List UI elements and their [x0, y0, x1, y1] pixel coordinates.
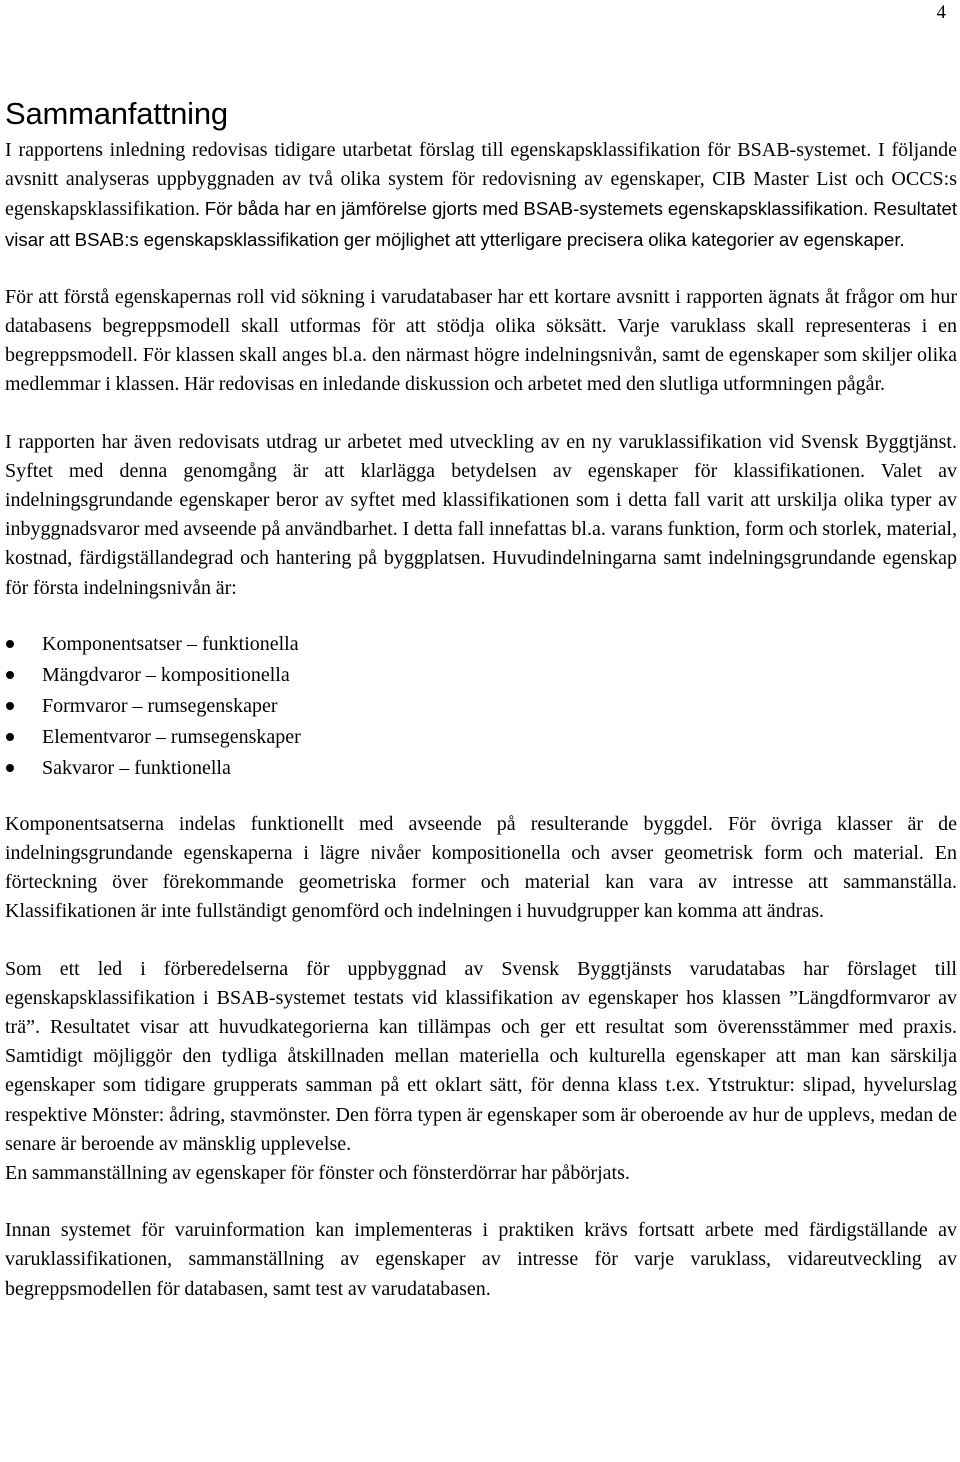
intro-serif-text: I rapportens inledning redovisas tidigare utarbetat förslag till egenskapsklassifikation för BSAB-systemet. I följande avsnitt analyseras uppbyggnaden av två olika system för redovisning av egenskaper, CIB Master List och OCCS:s egenskapsklassifikation. — [5, 139, 957, 221]
section-heading: Sammanfattning — [5, 96, 228, 131]
paragraph-search-model: För att förstå egenskapernas roll vid sökning i varudatabaser har ett kortare avsnitt i rapporten ägnats åt frågor om hur databasens begreppsmodell skall utformas för att stödja olika söksätt. Varje varuklass skall representeras i en begreppsmodell. För klassen skall anges bl.a. den närmast högre indelningsnivån, samt de egenskaper som skiljer olika medlemmar i klassen. Här redovisas en inledande diskussion och arbetet med den slutliga utformningen pågår. — [5, 285, 957, 396]
bullet-icon — [6, 640, 14, 648]
bullet-icon — [6, 702, 14, 710]
list-item — [5, 753, 957, 784]
list-item — [5, 691, 957, 722]
paragraph-conclusion: Innan systemet för varuinformation kan implementeras i praktiken krävs fortsatt arbete med färdigställande av varuklassifikationen, sammanställning av egenskaper av intresse för varje varuklass, vidareutveckling av begreppsmodellen för databasen, samt test av varudatabasen. — [5, 1219, 957, 1300]
main-divisions-list — [5, 629, 957, 784]
list-item-text: Komponentsatser – funktionella — [42, 632, 299, 655]
intro-paragraph — [5, 136, 957, 255]
bullet-icon — [6, 733, 14, 741]
list-item — [5, 629, 957, 660]
paragraph-windows: En sammanställning av egenskaper för fönster och fönsterdörrar har påbörjats. — [5, 1162, 630, 1185]
list-item-text: Sakvaror – funktionella — [42, 756, 231, 779]
bullet-icon — [6, 671, 14, 679]
list-item-text: Mängdvaror – kompositionella — [42, 663, 290, 686]
paragraph-classification: I rapporten har även redovisats utdrag ur arbetet med utveckling av en ny varuklassifikation vid Svensk Byggtjänst. Syftet med denna genomgång är att klarlägga betydelsen av egenskaper för klassifikationen. Valet av indelningsgrundande egenskaper beror av syftet med klassifikationen som i detta fall varit att urskilja olika typer av inbyggnadsvaror med avseende på användbarhet. I detta fall innefattas bl.a. varans funktion, form och storlek, material, kostnad, färdigställandegrad och hantering på byggplatsen. Huvudindelningarna samt indelningsgrundande egenskap för första indelningsnivån är: — [5, 430, 957, 599]
paragraph-component-sets: Komponentsatserna indelas funktionellt med avseende på resulterande byggdel. För övriga klasser är de indelningsgrundande egenskaperna i lägre nivåer kompositionella och avser geometrisk form och material. En förteckning över förekommande geometriska former och material kan vara av intresse att sammanställa. Klassifikationen är inte fullständigt genomförd och indelningen i huvudgrupper kan komma att ändras. — [5, 812, 957, 923]
list-item-text: Formvaror – rumsegenskaper — [42, 694, 278, 717]
list-item — [5, 722, 957, 753]
bullet-icon — [6, 764, 14, 772]
list-item — [5, 660, 957, 691]
paragraph-test-result: Som ett led i förberedelserna för uppbyggnad av Svensk Byggtjänsts varudatabas har förslaget till egenskapsklassifikation i BSAB-systemet testats vid klassifikation av egenskaper hos klassen ”Längdformvaror av trä”. Resultatet visar att huvudkategorierna kan tillämpas och ger ett resultat som överensstämmer med praxis. Samtidigt möjliggör den tydliga åtskillnaden mellan materiella och kulturella egenskaper att man kan särskilja egenskaper som tidigare grupperats samman på ett oklart sätt, för denna klass t.ex. Ytstruktur: slipad, hyvelurslag respektive Mönster: ådring, stavmönster. Den förra typen är egenskaper som är oberoende av hur de upplevs, medan de senare är beroende av mänsklig upplevelse. — [5, 957, 957, 1155]
list-item-text: Elementvaror – rumsegenskaper — [42, 725, 301, 748]
page-number: 4 — [936, 2, 946, 23]
intro-sans-text: För båda har en jämförelse gjorts med BSAB-systemets egenskapsklassifikation. Resultatet visar att BSAB:s egenskapsklassifikation ger möjlighet att ytterligare precisera olika kategorier av egenskaper. — [5, 198, 957, 250]
document-body — [5, 96, 957, 1304]
